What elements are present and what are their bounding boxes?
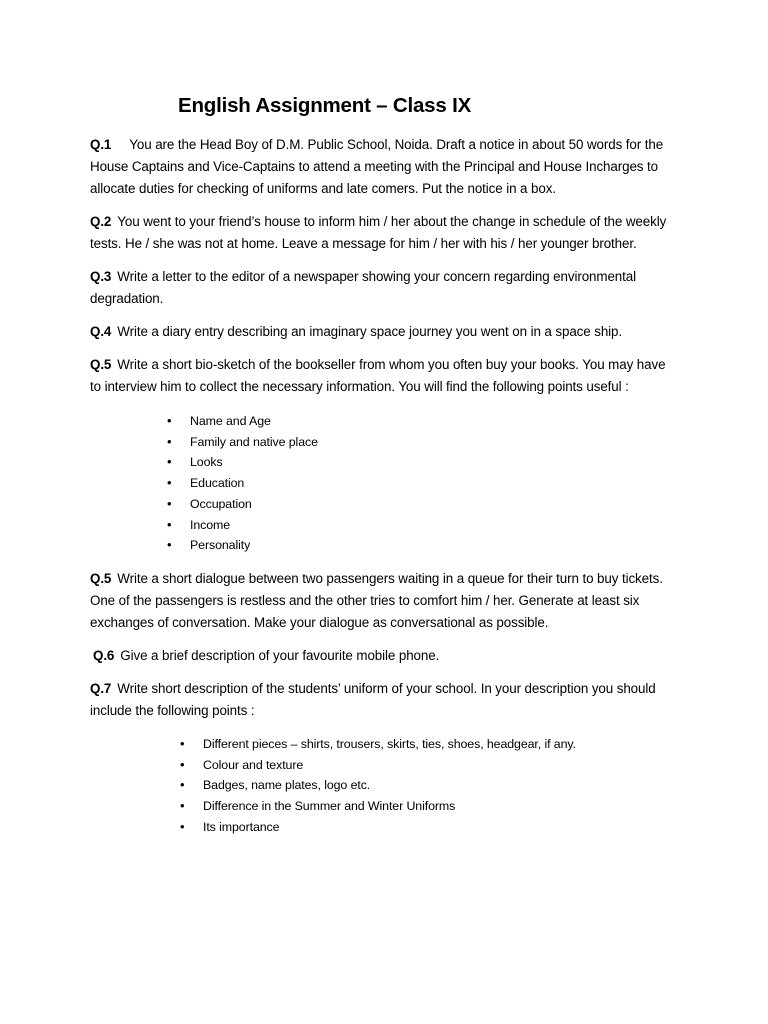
bullet-icon: • bbox=[180, 818, 185, 834]
list-item: • Looks bbox=[167, 452, 678, 473]
question-text: Write short description of the students’ uniform of your school. In your description you should include the following points : bbox=[90, 680, 656, 718]
list-item: • Occupation bbox=[167, 494, 678, 515]
bullet-icon: • bbox=[180, 735, 185, 751]
list-item: • Colour and texture bbox=[180, 755, 678, 776]
document-title: English Assignment – Class IX bbox=[178, 94, 472, 117]
list-item: • Difference in the Summer and Winter Uniforms bbox=[180, 796, 678, 817]
question-text: Give a brief description of your favourite mobile phone. bbox=[120, 647, 440, 663]
question-7 bbox=[90, 678, 678, 722]
question-number: Q.3 bbox=[90, 269, 112, 284]
bullet-icon: • bbox=[167, 537, 172, 553]
bullet-icon: • bbox=[167, 475, 172, 491]
question-1 bbox=[90, 134, 678, 200]
bullet-icon: • bbox=[180, 756, 185, 772]
question-number: Q.1 bbox=[90, 137, 112, 152]
question-text: Write a short dialogue between two passengers waiting in a queue for their turn to buy tickets. One of the passengers is restless and the other tries to comfort him / her. Generate at least six exchanges of conversation. Make your dialogue as conversational as possible. bbox=[90, 570, 663, 630]
question-3 bbox=[90, 266, 678, 310]
list-item: • Income bbox=[167, 515, 678, 536]
uniform-points-list bbox=[180, 734, 678, 838]
question-text: Write a letter to the editor of a newspaper showing your concern regarding environmental degradation. bbox=[90, 269, 636, 306]
question-4 bbox=[90, 321, 678, 343]
bullet-icon: • bbox=[167, 454, 172, 470]
question-number: Q.5 bbox=[90, 570, 112, 586]
bullet-icon: • bbox=[180, 798, 185, 814]
question-number: Q.6 bbox=[93, 647, 115, 663]
list-item: • Different pieces – shirts, trousers, skirts, ties, shoes, headgear, if any. bbox=[180, 734, 678, 755]
bullet-icon: • bbox=[167, 433, 172, 449]
bullet-icon: • bbox=[167, 413, 172, 428]
list-item: • Education bbox=[167, 473, 678, 494]
bullet-icon: • bbox=[167, 495, 172, 511]
question-number: Q.5 bbox=[90, 357, 112, 372]
question-text: You went to your friend’s house to inform him / her about the change in schedule of the weekly tests. He / she was not at home. Leave a message for him / her with his / her younger brother. bbox=[90, 214, 667, 251]
question-5-bio-sketch bbox=[90, 354, 678, 398]
question-text: Write a diary entry describing an imaginary space journey you went on in a space ship. bbox=[117, 324, 623, 339]
bio-sketch-points-list bbox=[167, 411, 678, 556]
list-item: • Personality bbox=[167, 535, 678, 556]
question-text: You are the Head Boy of D.M. Public School, Noida. Draft a notice in about 50 words for the House Captains and Vice-Captains to attend a meeting with the Principal and House Incharges to allocate duties for checking of uniforms and late comers. Put the notice in a box. bbox=[90, 137, 664, 196]
question-number: Q.2 bbox=[90, 214, 112, 229]
question-5-dialogue bbox=[90, 568, 678, 634]
list-item: • Its importance bbox=[180, 817, 678, 838]
bullet-icon: • bbox=[167, 516, 172, 532]
question-text: Write a short bio-sketch of the bookseller from whom you often buy your books. You may have to interview him to collect the necessary information. You will find the following points useful : bbox=[90, 357, 666, 394]
question-number: Q.4 bbox=[90, 324, 112, 339]
question-6 bbox=[93, 645, 678, 667]
bullet-icon: • bbox=[180, 777, 185, 793]
question-2 bbox=[90, 211, 678, 255]
question-number: Q.7 bbox=[90, 680, 112, 696]
list-item: • Family and native place bbox=[167, 432, 678, 453]
list-item: • Badges, name plates, logo etc. bbox=[180, 775, 678, 796]
list-item: • Name and Age bbox=[167, 411, 678, 432]
